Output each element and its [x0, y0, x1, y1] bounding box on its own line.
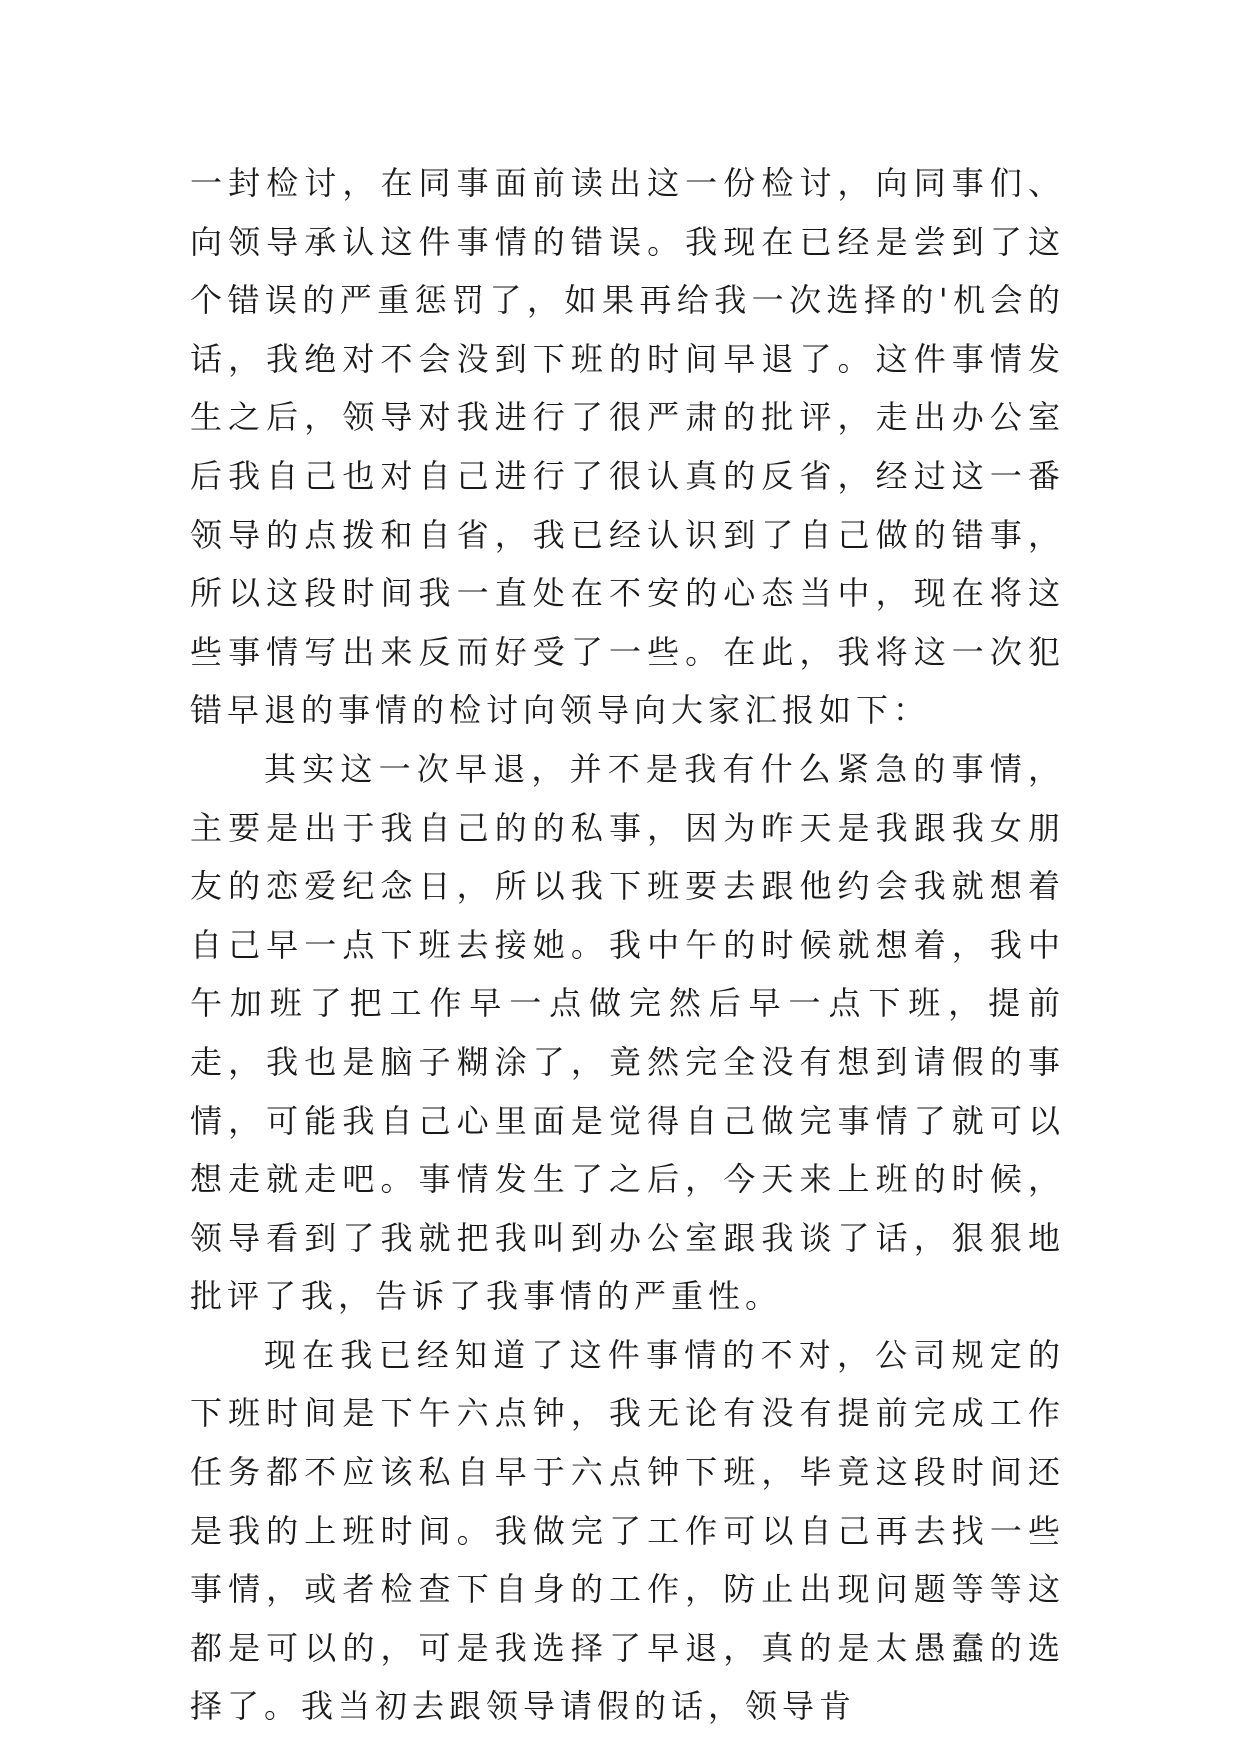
document-body: [190, 154, 1065, 1736]
paragraph-1: 一封检讨，在同事面前读出这一份检讨，向同事们、向领导承认这件事情的错误。我现在已经是尝到了这个错误的严重惩罚了，如果再给我一次选择的'机会的话，我绝对不会没到下班的时间早退了。这件事情发生之后，领导对我进行了很严肃的批评，走出办公室后我自己也对自己进行了很认真的反省，经过这一番领导的点拨和自省，我已经认识到了自己做的错事，所以这段时间我一直处在不安的心态当中，现在将这些事情写出来反而好受了一些。在此，我将这一次犯错早退的事情的检讨向领导向大家汇报如下：: [190, 164, 1065, 730]
paragraph-2: 其实这一次早退，并不是我有什么紧急的事情，主要是出于我自己的的私事，因为昨天是我跟我女朋友的恋爱纪念日，所以我下班要去跟他约会我就想着自己早一点下班去接她。我中午的时候就想着，我中午加班了把工作早一点做完然后早一点下班，提前走，我也是脑子糊涂了，竟然完全没有想到请假的事情，可能我自己心里面是觉得自己做完事情了就可以想走就走吧。事情发生了之后，今天来上班的时候，领导看到了我就把我叫到办公室跟我谈了话，狠狠地批评了我，告诉了我事情的严重性。: [190, 749, 1065, 1316]
paragraph-3: 现在我已经知道了这件事情的不对，公司规定的下班时间是下午六点钟，我无论有没有提前完成工作任务都不应该私自早于六点钟下班，毕竟这段时间还是我的上班时间。我做完了工作可以自己再去找一些事情，或者检查下自身的工作，防止出现问题等等这都是可以的，可是我选择了早退，真的是太愚蠢的选择了。我当初去跟领导请假的话，领导肯: [190, 1335, 1065, 1726]
